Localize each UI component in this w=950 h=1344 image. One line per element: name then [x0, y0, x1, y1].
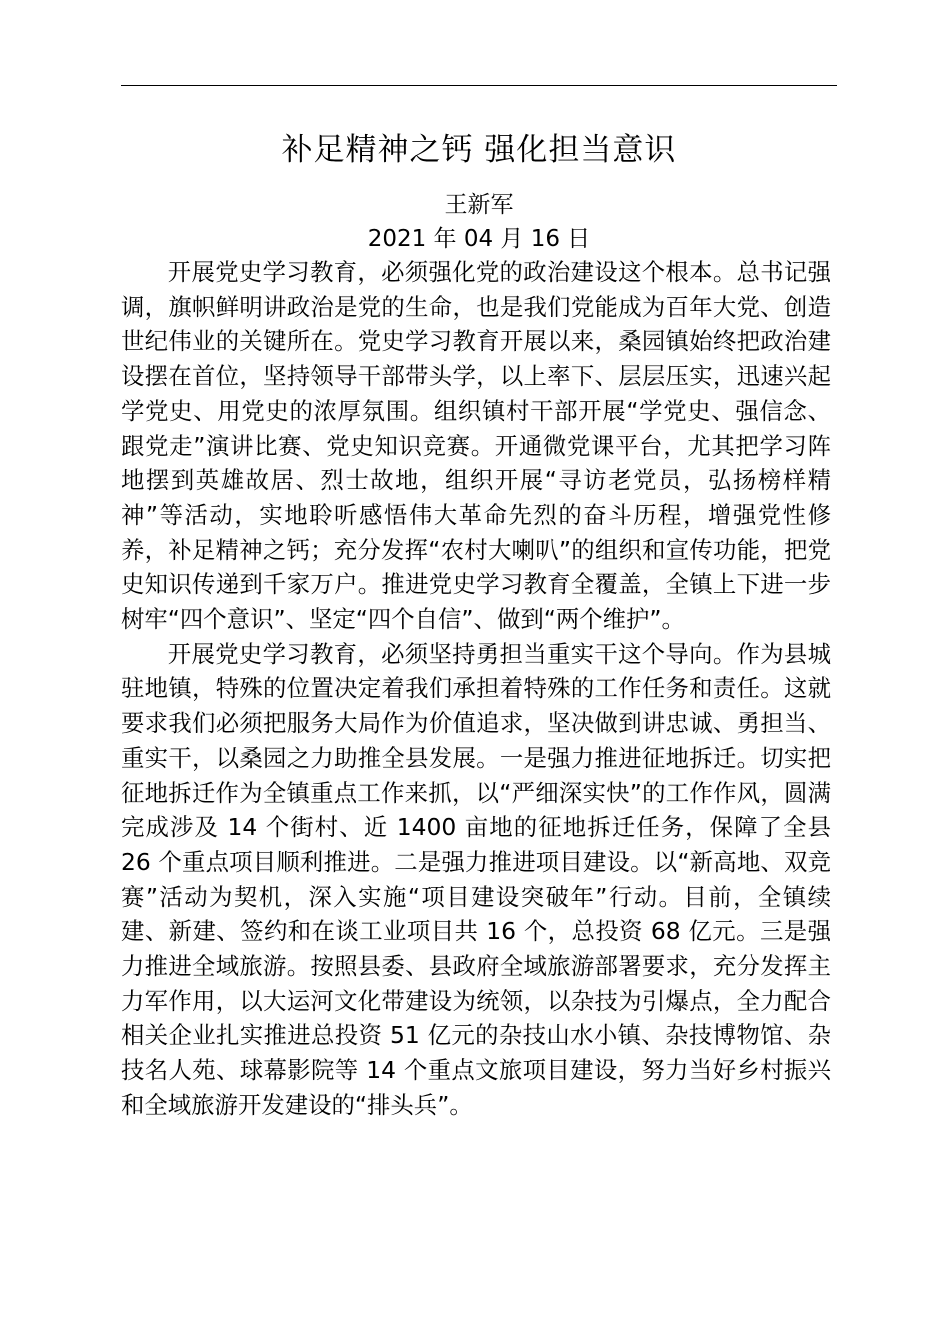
- article-body: [121, 255, 831, 1123]
- header-rule: [121, 85, 837, 86]
- article-author: 王新军: [444, 192, 514, 218]
- paragraph-2: 开展党史学习教育，必须坚持勇担当重实干这个导向。作为县城驻地镇，特殊的位置决定着我们承担着特殊的工作任务和责任。这就要求我们必须把服务大局作为价值追求，坚决做到讲忠诚、勇担当、重实干，以桑园之力助推全县发展。一是强力推进征地拆迁。切实把征地拆迁作为全镇重点工作来抓，以“严细深实快”的工作作风，圆满完成涉及 14 个街村、近 1400 亩地的征地拆迁任务，保障了全县 26 个重点项目顺利推进。二是强力推进项目建设。以“新高地、双竞赛”活动为契机，深入实施“项目建设突破年”行动。目前，全镇续建、新建、签约和在谈工业项目共 16 个，总投资 68 亿元。三是强力推进全域旅游。按照县委、县政府全域旅游部署要求，充分发挥主力军作用，以大运河文化带建设为统领，以杂技为引爆点，全力配合相关企业扎实推进总投资 51 亿元的杂技山水小镇、杂技博物馆、杂技名人苑、球幕影院等 14 个重点文旅项目建设，努力当好乡村振兴和全域旅游开发建设的“排头兵”。: [121, 639, 831, 1119]
- paragraph-1: 开展党史学习教育，必须强化党的政治建设这个根本。总书记强调，旗帜鲜明讲政治是党的生命，也是我们党能成为百年大党、创造世纪伟业的关键所在。党史学习教育开展以来，桑园镇始终把政治建设摆在首位，坚持领导干部带头学，以上率下、层层压实，迅速兴起学党史、用党史的浓厚氛围。组织镇村干部开展“学党史、强信念、跟党走”演讲比赛、党史知识竞赛。开通微党课平台，尤其把学习阵地摆到英雄故居、烈士故地，组织开展“寻访老党员，弘扬榜样精神”等活动，实地聆听感悟伟大革命先烈的奋斗历程，增强党性修养，补足精神之钙；充分发挥“农村大喇叭”的组织和宣传功能，把党史知识传递到千家万户。推进党史学习教育全覆盖，全镇上下进一步树牢“四个意识”、坚定“四个自信”、做到“两个维护”。: [121, 258, 831, 634]
- article-title: 补足精神之钙 强化担当意识: [281, 132, 677, 168]
- article-date: 2021 年 04 月 16 日: [367, 226, 591, 252]
